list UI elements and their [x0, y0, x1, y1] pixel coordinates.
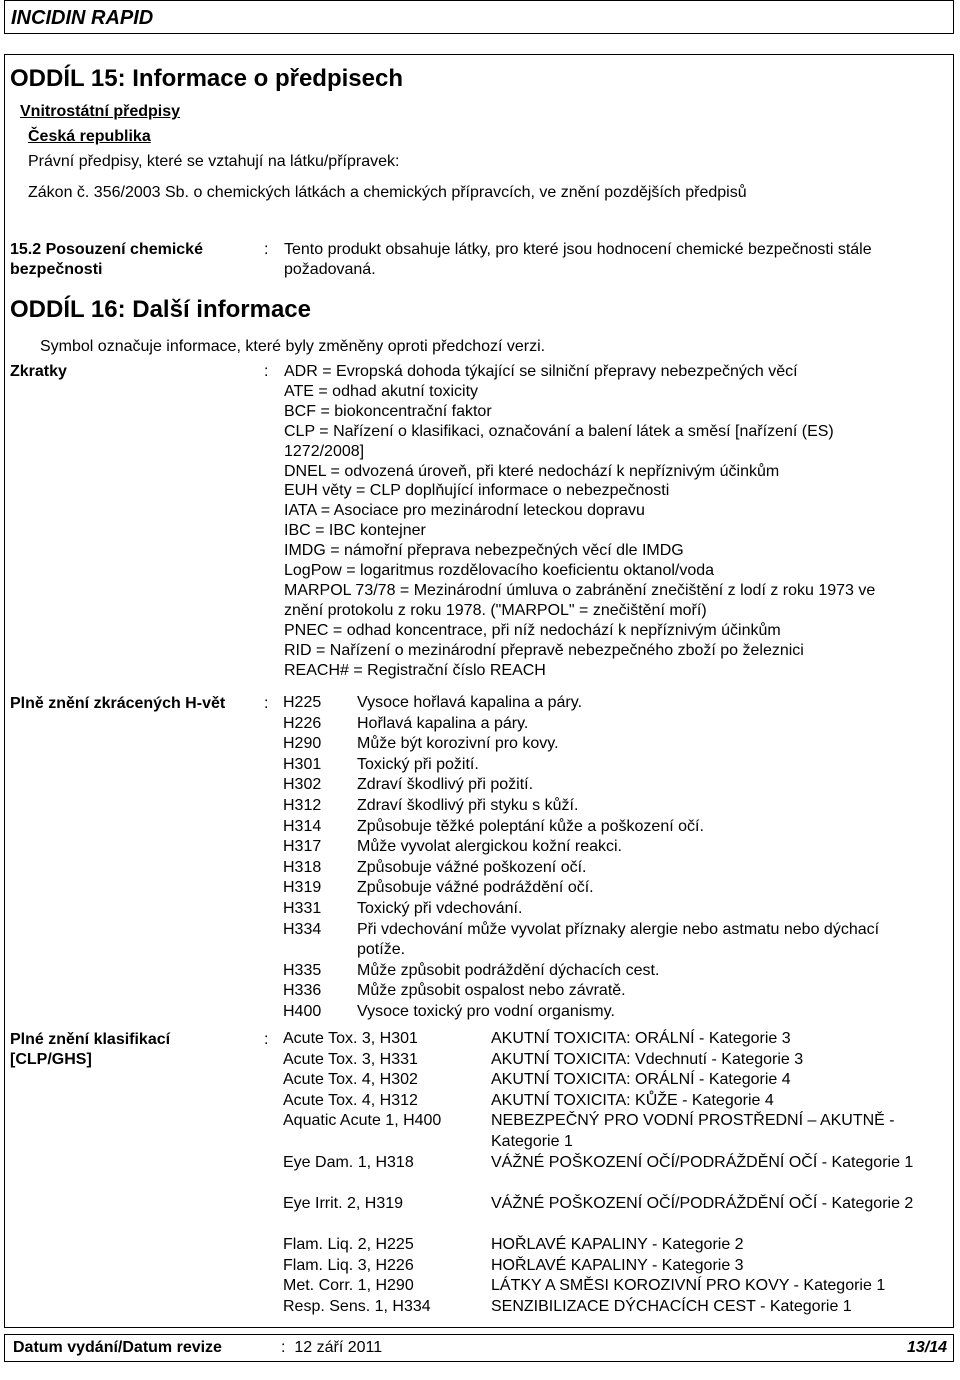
abbr-line: PNEC = odhad koncentrace, při níž nedochází k nepříznivým účinkům: [284, 621, 781, 639]
classification-text: HOŘLAVÉ KAPALINY - Kategorie 2: [491, 1235, 744, 1253]
h-text: Může způsobit podráždění dýchacích cest.: [357, 961, 660, 979]
abbr-line: 1272/2008]: [284, 442, 365, 460]
abbr-line: MARPOL 73/78 = Mezinárodní úmluva o zabránění znečištění z lodí z roku 1973 ve: [284, 581, 876, 599]
abbr-line: CLP = Nařízení o klasifikaci, označování a balení látek a směsí [nařízení (ES): [284, 422, 834, 440]
classification-code: Met. Corr. 1, H290: [283, 1277, 414, 1295]
csa-label: [10, 240, 203, 280]
abbreviations-list: [284, 362, 875, 681]
csa-label-line-1: 15.2 Posouzení chemické: [10, 241, 203, 258]
abbr-line: REACH# = Registrační číslo REACH: [284, 661, 546, 679]
classification-code: Flam. Liq. 2, H225: [283, 1235, 414, 1253]
colon: :: [281, 1339, 286, 1356]
country-heading: Česká republika: [28, 128, 151, 145]
classification-code: Eye Irrit. 2, H319: [283, 1194, 404, 1212]
classification-text: NEBEZPEČNÝ PRO VODNÍ PROSTŘEDNÍ – AKUTNĚ - Kategorie 1: [491, 1112, 895, 1150]
h-text: Může být korozivní pro kovy.: [357, 735, 559, 753]
classification-code: Resp. Sens. 1, H334: [283, 1297, 431, 1315]
h-text: Toxický při požití.: [357, 755, 479, 773]
h-code: H331: [283, 899, 322, 917]
classifications-label-line-1: Plné znění klasifikací: [10, 1031, 171, 1048]
h-code: H317: [283, 838, 322, 856]
product-title: INCIDIN RAPID: [11, 7, 154, 29]
h-text: Může způsobit ospalost nebo závratě.: [357, 982, 626, 1000]
abbr-line: LogPow = logaritmus rozdělovacího koeficientu oktanol/voda: [284, 562, 715, 580]
abbr-line: znění protokolu z roku 1978. ("MARPOL" = znečištění moří): [284, 601, 707, 619]
abbr-line: RID = Nařízení o mezinárodní přepravě nebezpečného zboží po železnici: [284, 641, 804, 659]
csa-text-line-1: Tento produkt obsahuje látky, pro které jsou hodnocení chemické bezpečnosti stále: [284, 241, 872, 258]
classification-text: VÁŽNÉ POŠKOZENÍ OČÍ/PODRÁŽDĚNÍ OČÍ - Kategorie 1: [491, 1153, 914, 1171]
h-text: [357, 920, 879, 961]
h-text: Způsobuje těžké poleptání kůže a poškození očí.: [357, 817, 704, 835]
classification-text: AKUTNÍ TOXICITA: ORÁLNÍ - Kategorie 4: [491, 1071, 791, 1089]
h-text: Způsobuje vážné poškození očí.: [357, 858, 587, 876]
abbr-line: IATA = Asociace pro mezinárodní leteckou dopravu: [284, 502, 645, 520]
h-text: Vysoce hořlavá kapalina a páry.: [357, 694, 583, 711]
h-code: H318: [283, 858, 322, 876]
colon: :: [264, 695, 269, 712]
csa-text: [284, 240, 872, 280]
abbr-line: IBC = IBC kontejner: [284, 522, 426, 540]
h-code: H335: [283, 961, 322, 979]
h-code: H336: [283, 982, 322, 1000]
section-15-title: ODDÍL 15: Informace o předpisech: [10, 65, 403, 92]
h-code: H302: [283, 776, 322, 794]
classification-code: Acute Tox. 4, H302: [283, 1071, 418, 1089]
abbr-line: IMDG = námořní přeprava nebezpečných věcí dle IMDG: [284, 542, 684, 560]
classification-code: Acute Tox. 3, H301: [283, 1030, 418, 1047]
abbr-line: DNEL = odvozená úroveň, při které nedochází k nepříznivým účinkům: [284, 462, 780, 480]
classification-text: AKUTNÍ TOXICITA: ORÁLNÍ - Kategorie 3: [491, 1030, 791, 1047]
classification-code: Aquatic Acute 1, H400: [283, 1112, 442, 1130]
h-code: H334: [283, 920, 322, 938]
law-text: Zákon č. 356/2003 Sb. o chemických látkách a chemických přípravcích, ve znění pozdějších předpisů: [28, 184, 747, 201]
classification-text: VÁŽNÉ POŠKOZENÍ OČÍ/PODRÁŽDĚNÍ OČÍ - Kategorie 2: [491, 1194, 914, 1212]
classification-text: HOŘLAVÉ KAPALINY - Kategorie 3: [491, 1256, 744, 1274]
h-code: H319: [283, 879, 322, 897]
h-code: H400: [283, 1002, 322, 1020]
csa-label-line-2: bezpečnosti: [10, 261, 103, 278]
revision-date: 12 září 2011: [294, 1339, 383, 1356]
classification-text: AKUTNÍ TOXICITA: KŮŽE - Kategorie 4: [491, 1091, 774, 1109]
revision-date-value: [281, 1339, 382, 1357]
abbr-line: ADR = Evropská dohoda týkající se silniční přepravy nebezpečných věcí: [284, 363, 798, 380]
classification-code: Flam. Liq. 3, H226: [283, 1256, 414, 1274]
symbol-note: Symbol označuje informace, které byly změněny oproti předchozí verzi.: [40, 338, 546, 355]
abbreviations-label: Zkratky: [10, 363, 67, 380]
h-text: Zdraví škodlivý při požití.: [357, 776, 534, 794]
classification-text: LÁTKY A SMĚSI KOROZIVNÍ PRO KOVY - Kategorie 1: [491, 1277, 886, 1295]
h-code: H314: [283, 817, 322, 835]
h-text-line-2: potíže.: [357, 941, 406, 959]
csa-text-line-2: požadovaná.: [284, 261, 376, 278]
classification-code: Acute Tox. 4, H312: [283, 1091, 418, 1109]
h-text: Toxický při vdechování.: [357, 899, 523, 917]
h-statements-label: Plně znění zkrácených H-vět: [10, 695, 226, 712]
classification-code: Acute Tox. 3, H331: [283, 1050, 418, 1068]
h-text: Může vyvolat alergickou kožní reakci.: [357, 838, 622, 856]
h-text: Způsobuje vážné podráždění očí.: [357, 879, 594, 897]
h-text: Vysoce toxický pro vodní organismy.: [357, 1002, 615, 1020]
abbr-line: BCF = biokoncentrační faktor: [284, 402, 492, 420]
colon: :: [264, 1031, 269, 1048]
section-16-title: ODDÍL 16: Další informace: [10, 296, 311, 323]
classifications-label-line-2: [CLP/GHS]: [10, 1051, 92, 1068]
classification-code: Eye Dam. 1, H318: [283, 1153, 414, 1171]
national-regulations-heading: Vnitrostátní předpisy: [20, 103, 181, 120]
abbr-line: ATE = odhad akutní toxicity: [284, 382, 479, 400]
h-code: H225: [283, 694, 322, 711]
h-code: H290: [283, 735, 322, 753]
colon: :: [264, 241, 269, 258]
h-text-line-1: Při vdechování může vyvolat příznaky alergie nebo astmatu nebo dýchací: [357, 920, 880, 938]
h-code: H226: [283, 714, 322, 732]
abbr-line: EUH věty = CLP doplňující informace o nebezpečnosti: [284, 482, 670, 500]
document-header: [4, 0, 954, 34]
classification-text: AKUTNÍ TOXICITA: Vdechnutí - Kategorie 3: [491, 1050, 804, 1068]
document-footer: [4, 1334, 954, 1362]
h-code: H312: [283, 796, 322, 814]
regulations-label: Právní předpisy, které se vztahují na látku/přípravek:: [28, 153, 400, 170]
h-code: H301: [283, 755, 322, 773]
revision-date-label: Datum vydání/Datum revize: [13, 1339, 222, 1356]
h-text: Zdraví škodlivý při styku s kůží.: [357, 796, 579, 814]
page-number: 13/14: [906, 1339, 947, 1356]
h-text: Hořlavá kapalina a páry.: [357, 714, 529, 732]
colon: :: [264, 363, 269, 380]
classifications-label: [10, 1030, 170, 1070]
classification-text: SENZIBILIZACE DÝCHACÍCH CEST - Kategorie 1: [491, 1297, 852, 1315]
